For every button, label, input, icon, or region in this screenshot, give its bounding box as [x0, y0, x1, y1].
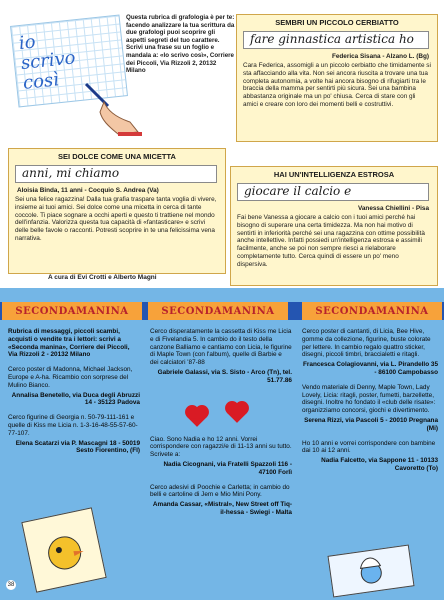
notebook-line: scrivo [19, 47, 77, 74]
ad-signature: Nadia Falcetto, via Sappone 11 - 10133 Cavoretto (To) [321, 457, 438, 472]
ad-item [150, 436, 292, 477]
bird-icon [22, 508, 105, 591]
box-body: Sei una felice ragazzina! Dalla tua grafia traspare tanta voglia di vivere, insieme ai tuoi amici. Sei dolce come una micetta in cerca di tante coccole. Ti piace sognare a occhi aperti e questo ti trattiene nel mondo dell'infanzia. Valorizza questa tua capacità di «fantasticare» e scrivi delle belle favole o racconti. Potresti scoprire in te una felicissima vena narrativa. [15, 196, 217, 242]
intro-text: Questa rubrica di grafologia è per te: facendo analizzare la tua scrittura da due grafologi puoi scoprire gli aspetti segreti del tuo carattere. Scrivi una frase su un foglio e mandala a: «Io scrivo così», Corriere dei Piccoli, Via Rizzoli 2, 20132 Milano [126, 14, 235, 75]
ads-column-1 [8, 328, 140, 590]
intro-card [8, 6, 235, 141]
ad-signature: Nadia Cicognani, via Fratelli Spazzoli 116 - 47100 Forlì [163, 460, 292, 476]
ad-text: Cerco poster di Madonna, Michael Jackson, Europe e A-ha. Ricambio con sorprese del Mulino Bianco. [8, 366, 133, 389]
ad-text: Cerco adesivi di Poochie e Carletta; in cambio do belli e cartoline di Jem e Mio Mini Pony. [150, 483, 290, 499]
hand-pen-icon [78, 76, 143, 136]
handwriting-sample: giocare il calcio e [237, 183, 429, 201]
ad-text: Vendo materiale di Denny, Maple Town, Lady Lovely, Licia: ritagli, poster, fumetti, barzellette, disegni. Inoltre ho fondato il «club delle risate»: organizziamo concorsi, giochi e divertimento. [302, 383, 436, 415]
ad-signature: Amanda Cassar, «Mistral», New Street off Tiq-il-hessa - Swiegi - Malta [152, 501, 292, 516]
secondamanina-section [0, 288, 444, 600]
ad-signature: Francesca Colagiovanni, via L. Pirandello 35 - 86100 Campobasso [303, 361, 438, 376]
ad-text: Rubrica di messaggi, piccoli scambi, acquisti o vendite tra i lettori: scrivi a «Seconda manina», Corriere dei Piccoli, Via Rizzoli 2 - 20132 Milano [8, 328, 130, 359]
ad-item [8, 328, 140, 359]
credit-line: A cura di Evi Crotti e Alberto Magni [48, 274, 157, 281]
ad-signature: Gabriele Galassi, via S. Sisto - Arco (Tn), tel. 51.77.86 [157, 368, 292, 384]
ad-text: Ciao. Sono Nadia e ho 12 anni. Vorrei corrispondere con ragazzi/e di 11-13 anni su tutto. Scrivete a: [150, 435, 292, 459]
ads-column-3 [302, 328, 438, 590]
heart-icon [227, 403, 247, 423]
section-logo: SECONDAMANINA [148, 302, 288, 320]
box-body: Cara Federica, assomigli a un piccolo cerbiatto che timidamente si sta affacciando alla vita. Non sei ancora riuscita a trovare una tua completa autonomia, a volte hai ancora bisogno di rifugiarti tra le braccia della mamma per sentirti più sicura. Sei una bambina abbastanza originale ma un po' chiusa. Cerca di stare con gli amici e creare con loro dei momenti belli e costruttivi. [243, 62, 431, 108]
ad-item [302, 328, 438, 377]
page-number: 38 [7, 582, 15, 588]
ad-text: Cerco disperatamente la cassetta di Kiss me Licia e di Fivelandia 5. In cambio do il testo della canzone Balliamo e cantiamo con Licia, le figurine di Maple Town (con l'album), quelle di Barbie e dei calciatori '87-88 [150, 328, 292, 367]
notebook-line: così [21, 69, 60, 94]
ads-column-2 [150, 328, 292, 590]
ad-item [302, 440, 438, 473]
analysis-box-cerbiatto [236, 14, 438, 142]
heart-icon [187, 407, 207, 427]
ad-text: Ho 10 anni e vorrei corrispondere con bambine dai 10 ai 12 anni. [302, 439, 436, 455]
ad-text: Cerco poster di cantanti, di Licia, Bee Hive, gomme da collezione, figurine, buste colorate per lettere. In cambio regalo quattro sticker, disegni, piccoli timbri, braccialetti e ritagli. [302, 328, 431, 359]
box-title: SEMBRI UN PICCOLO CERBIATTO [275, 18, 399, 27]
analysis-box-micetta [8, 148, 226, 274]
analysis-box-estrosa [230, 166, 438, 286]
sticker-illustration [327, 544, 414, 597]
handwriting-sample: fare ginnastica artistica ho [243, 31, 429, 49]
ad-item [302, 384, 438, 433]
smurf-icon [329, 546, 414, 597]
graphology-section [0, 0, 444, 286]
box-signature: Vanessa Chiellini - Pisa [357, 205, 429, 212]
hearts-decoration [150, 392, 292, 436]
box-signature: Federica Sisana - Alzano L. (Bg) [331, 53, 429, 60]
notebook-text [18, 28, 79, 93]
box-signature: Aloisia Binda, 11 anni - Cocquio S. Andrea (Va) [17, 187, 159, 194]
ad-signature: Elena Scatarzi via P. Mascagni 18 - 50019 Sesto Fiorentino, (FI) [15, 439, 140, 455]
ad-item [150, 484, 292, 517]
box-title: SEI DOLCE COME UNA MICETTA [58, 152, 176, 161]
ad-signature: Serena Rizzi, via Pascoli 5 - 20010 Pregnana (Mi) [304, 416, 438, 432]
section-banner [0, 302, 444, 320]
box-body: Fai bene Vanessa a giocare a calcio con i tuoi amici perché hai bisogno di superare una certa timidezza. Ma non hai motivo di sentirti in inferiorità perché sei una ragazzina con ottime possibilità anche intellettive. Infatti possiedi un'intelligenza estrosa e assimili facilmente, anche se poi non sempre riesci a rielaborare completamente tutto. Cerca quindi di essere un po' meno dispersiva. [237, 214, 425, 268]
ad-item [8, 366, 140, 407]
section-logo: SECONDAMANINA [302, 302, 442, 320]
section-logo: SECONDAMANINA [2, 302, 142, 320]
ad-item [8, 414, 140, 455]
ad-text: Cerco figurine di Georgia n. 50-79-111-161 e quelle di Kiss me Licia n. 1-3-16-48-55-57-60-77-107. [8, 414, 138, 437]
notebook-line: io [17, 31, 37, 55]
ad-signature: Annalisa Benetello, via Duca degli Abruzzi 14 - 35123 Padova [11, 391, 140, 407]
handwriting-sample: anni, mi chiamo [15, 165, 217, 183]
ad-item [150, 328, 292, 385]
box-title: HAI UN'INTELLIGENZA ESTROSA [273, 170, 395, 179]
sticker-illustration [21, 507, 106, 592]
